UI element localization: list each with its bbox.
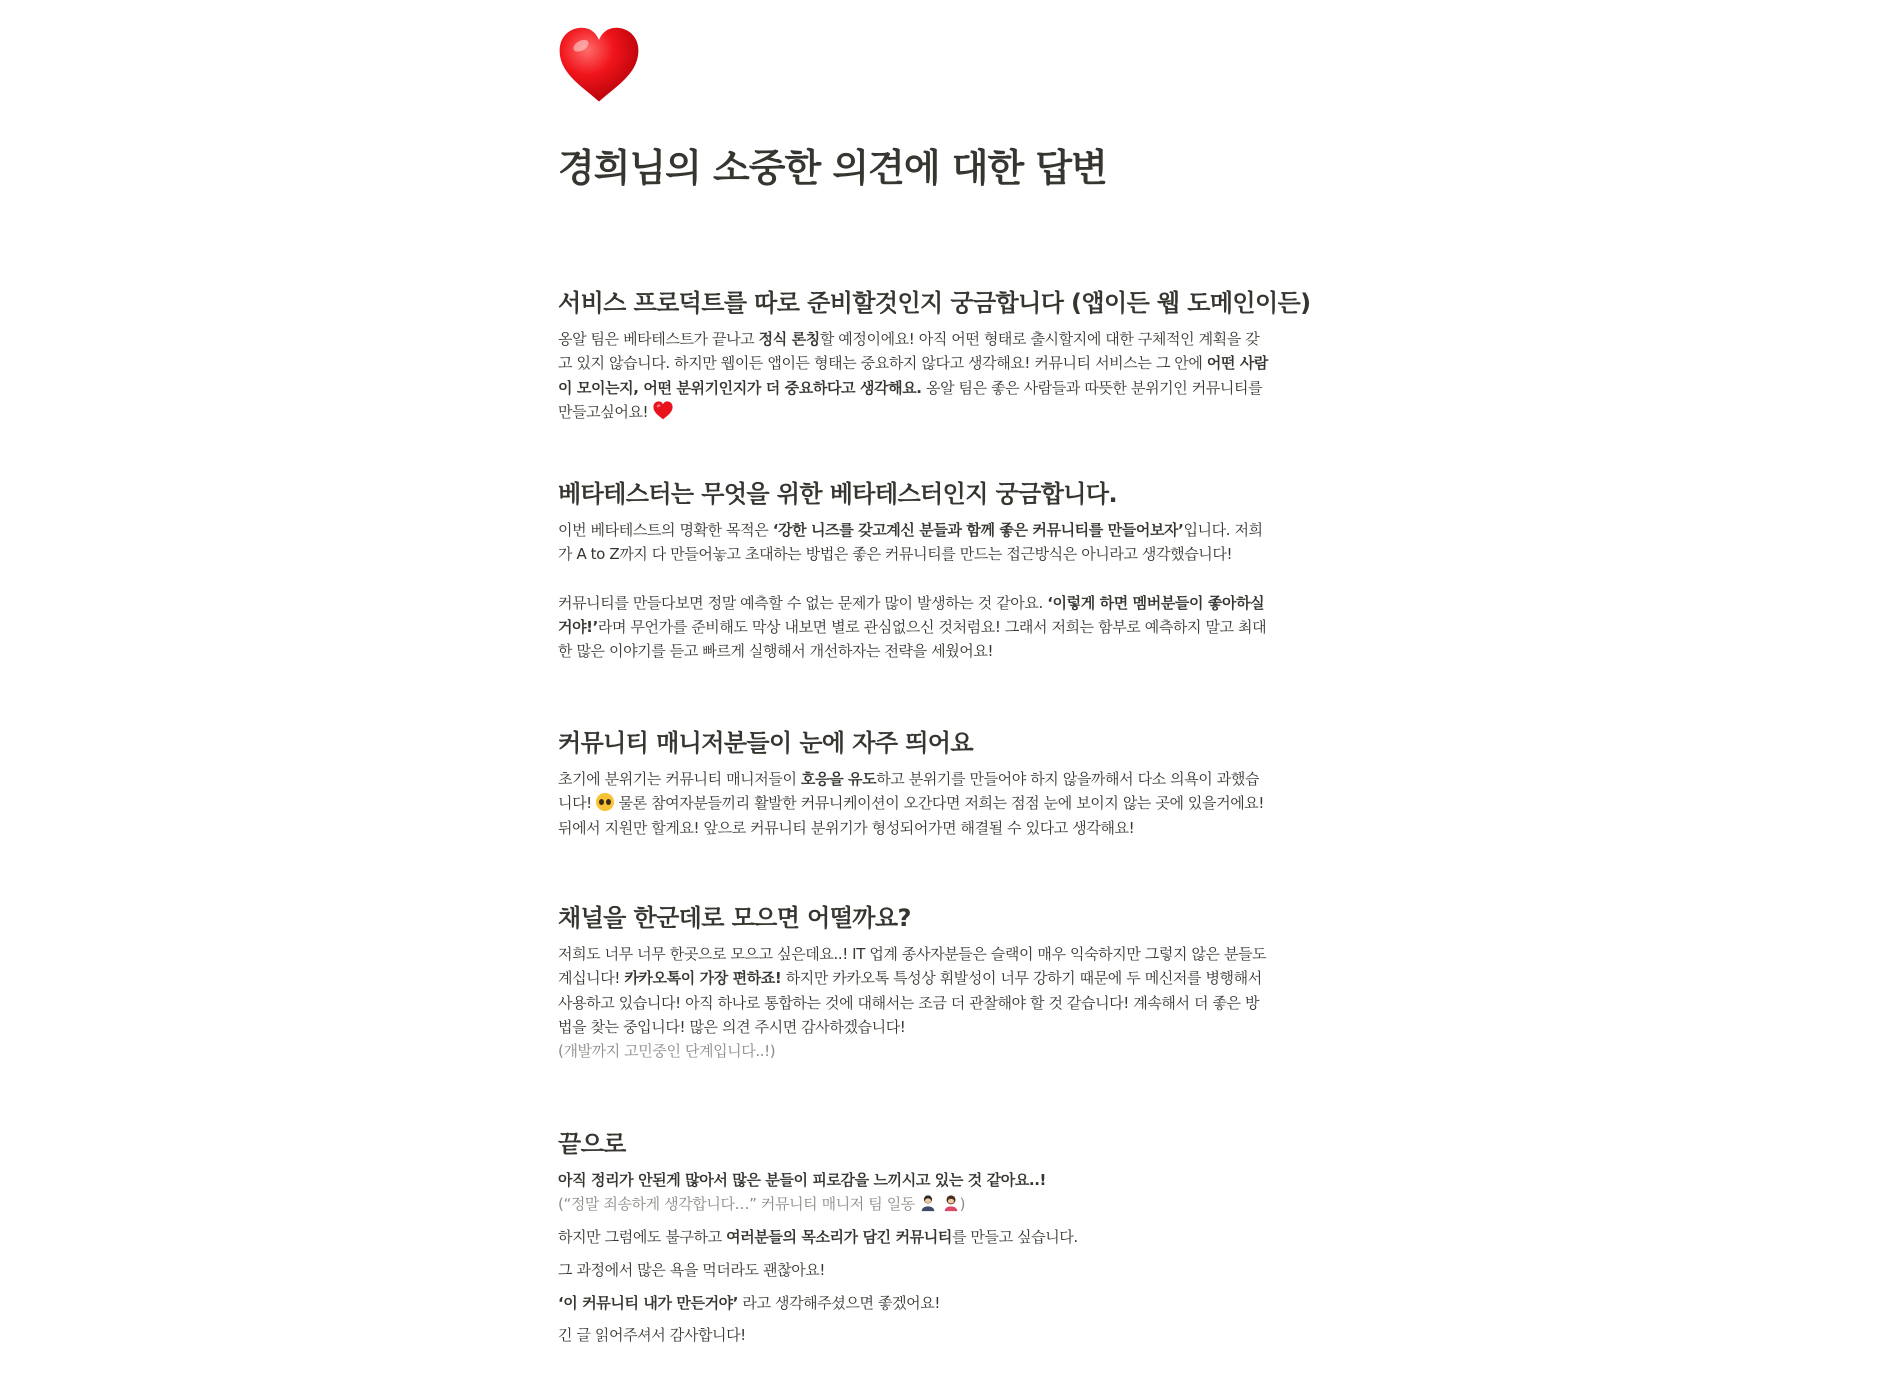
- section-closing: [558, 1128, 1273, 1356]
- closing-line: 아직 정리가 안된게 많아서 많은 분들이 피로감을 느끼시고 있는 것 같아요..!: [558, 1171, 1046, 1189]
- bowing-woman-icon: [942, 1194, 960, 1212]
- section-paragraph: 이번 베타테스트의 명확한 목적은 ‘강한 니즈를 갖고계신 분들과 함께 좋은 커뮤니티를 만들어보자’입니다. 저희가 A to Z까지 다 만들어놓고 초대하는 방법은 좋은 커뮤니티를 만드는 접근방식은 아니라고 생각했습니다!: [558, 521, 1263, 564]
- closing-line: 긴 글 읽어주셔서 감사합니다!: [558, 1326, 746, 1345]
- section-heading: 서비스 프로덕트를 따로 준비할것인지 궁금합니다 (앱이든 웹 도메인이든): [558, 289, 1311, 317]
- section-note: (개발까지 고민중인 단계입니다..!): [558, 1042, 776, 1061]
- closing-line: 그 과정에서 많은 욕을 먹더라도 괜찮아요!: [558, 1260, 825, 1279]
- section-service-product: [558, 287, 1311, 424]
- section-community-managers: [558, 727, 1273, 840]
- section-heading: 커뮤니티 매니저분들이 눈에 자주 띄어요: [558, 729, 973, 757]
- red-heart-icon[interactable]: [558, 26, 640, 104]
- section-paragraph: 초기에 분위기는 커뮤니티 매니저들이 호응을 유도하고 분위기를 만들어야 하지 않을까해서 다소 의욕이 과했습니다! 물론 참여자분들끼리 활발한 커뮤니케이션이 오간다면 저희는 점점 눈에 보이지 않는 곳에 있을거에요! 뒤에서 지원만 할게요! 앞으로 커뮤니티 분위기가 형성되어가면 해결될 수 있다고 생각해요!: [558, 770, 1264, 837]
- page-title: 경희님의 소중한 의견에 대한 답변: [558, 146, 1107, 190]
- section-heading: 채널을 한군데로 모으면 어떨까요?: [558, 904, 911, 932]
- section-channels: [558, 902, 1273, 1063]
- section-paragraph: 저희도 너무 너무 한곳으로 모으고 싶은데요..! IT 업계 종사자분들은 슬랙이 매우 익숙하지만 그렇지 않은 분들도 계십니다! 카카오톡이 가장 편하죠! 하지만 카카오톡 특성상 휘발성이 너무 강하기 때문에 두 메신저를 병행해서 사용하고 있습니다! 아직 하나로 통합하는 것에 대해서는 조금 더 관찰해야 할 것 같습니다! 계속해서 더 좋은 방법을 찾는 중입니다! 많은 의견 주시면 감사하겠습니다!: [558, 945, 1267, 1036]
- bowing-person-icon: [919, 1194, 937, 1212]
- section-paragraph: 옹알 팀은 베타테스트가 끝나고 정식 론칭할 예정이에요! 아직 어떤 형태로 출시할지에 대한 구체적인 계획을 갖고 있지 않습니다. 하지만 웹이든 앱이든 형태는 중요하지 않다고 생각해요! 커뮤니티 서비스는 그 안에 어떤 사람이 모이는지, 어떤 분위기인지가 더 중요하다고 생각해요. 옹알 팀은 좋은 사람들과 따뜻한 분위기인 커뮤니티를 만들고싶어요!: [558, 330, 1269, 421]
- closing-note: (“정말 죄송하게 생각합니다…” 커뮤니티 매니저 팀 일동 ): [558, 1195, 966, 1214]
- section-heading: 베타테스터는 무엇을 위한 베타테스터인지 궁금합니다.: [558, 480, 1117, 508]
- closing-line: 하지만 그럼에도 불구하고 여러분들의 목소리가 담긴 커뮤니티를 만들고 싶습니다.: [558, 1228, 1078, 1247]
- red-heart-icon: [653, 401, 673, 420]
- section-paragraph: 커뮤니티를 만들다보면 정말 예측할 수 없는 문제가 많이 발생하는 것 같아요. ‘이렇게 하면 멤버분들이 좋아하실거야!’라며 무언가를 준비해도 막상 내보면 별로 관심없으신 것처럼요! 그래서 저희는 함부로 예측하지 말고 최대한 많은 이야기를 듣고 빠르게 실행해서 개선하자는 전략을 세웠어요!: [558, 593, 1267, 661]
- closing-line: ‘이 커뮤니티 내가 만든거야’ 라고 생각해주셨으면 좋겠어요!: [558, 1293, 940, 1312]
- section-beta-tester: [558, 478, 1273, 663]
- section-heading: 끝으로: [558, 1130, 626, 1158]
- pleading-face-icon: [596, 793, 614, 811]
